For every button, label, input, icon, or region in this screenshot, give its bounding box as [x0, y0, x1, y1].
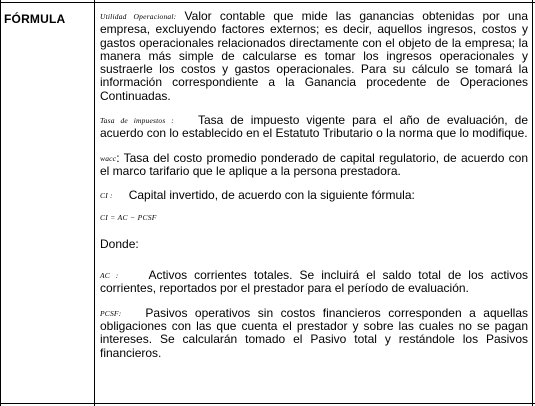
- table-right-border: [532, 0, 533, 406]
- donde-label: Donde:: [100, 236, 139, 251]
- term-pcsf: PCSF:: [100, 308, 122, 318]
- term-ac: AC :: [100, 271, 119, 281]
- table-top-border: [0, 2, 535, 3]
- definition-utilidad: [100, 10, 528, 103]
- text-ac: Activos corrientes totales. Se incluirá el saldo total de los activos corrientes, reportados por el prestador para el período de evaluación.: [100, 268, 528, 296]
- text-pcsf: Pasivos operativos sin costos financieros corresponden a aquellas obligaciones con las que cuenta el prestador y sobre las cuales no se pagan intereses. Se calcularán tomado el Pasivo total y restándole los Pasivos financieros.: [100, 305, 528, 360]
- definition-pcsf: [100, 307, 528, 360]
- row-label: FÓRMULA: [4, 12, 66, 26]
- column-divider: [94, 0, 95, 406]
- term-wacc: wacc: [100, 153, 117, 163]
- definition-wacc: [100, 152, 528, 179]
- definitions-cell: [100, 10, 528, 371]
- table-left-border: [0, 0, 1, 406]
- text-tasa: Tasa de impuesto vigente para el año de evaluación, de acuerdo con lo establecido en el Estatuto Tributario o la norma que lo modifique.: [100, 113, 529, 141]
- term-ci: CI :: [100, 191, 113, 201]
- table-bottom-border: [0, 403, 535, 404]
- definition-ci: [100, 189, 528, 202]
- text-ci: Capital invertido, de acuerdo con la siguiente fórmula:: [128, 188, 415, 203]
- text-wacc: : Tasa del costo promedio ponderado de capital regulatorio, de acuerdo con el marco tarifario que le aplique a la persona prestadora.: [100, 150, 528, 178]
- text-utilidad: Valor contable que mide las ganancias obtenidas por una empresa, excluyendo factores externos; es decir, aquellos ingresos, costos y gastos operacionales relacionados directamente con el objeto de la empresa; la manera más simple de calcularse es tomar los ingresos operacionales y sustraerle los costos y gastos operacionales. Para su cálculo se tomará la información correspondiente a la Ganancia procedente de Operaciones Continuadas.: [100, 9, 528, 103]
- definition-tasa: [100, 114, 528, 141]
- ci-formula: CI = AC − PCSF: [100, 212, 157, 222]
- term-tasa: Tasa de impuestos :: [100, 116, 174, 126]
- term-utilidad: Utilidad Operacional:: [100, 12, 177, 21]
- definition-ac: [100, 269, 528, 296]
